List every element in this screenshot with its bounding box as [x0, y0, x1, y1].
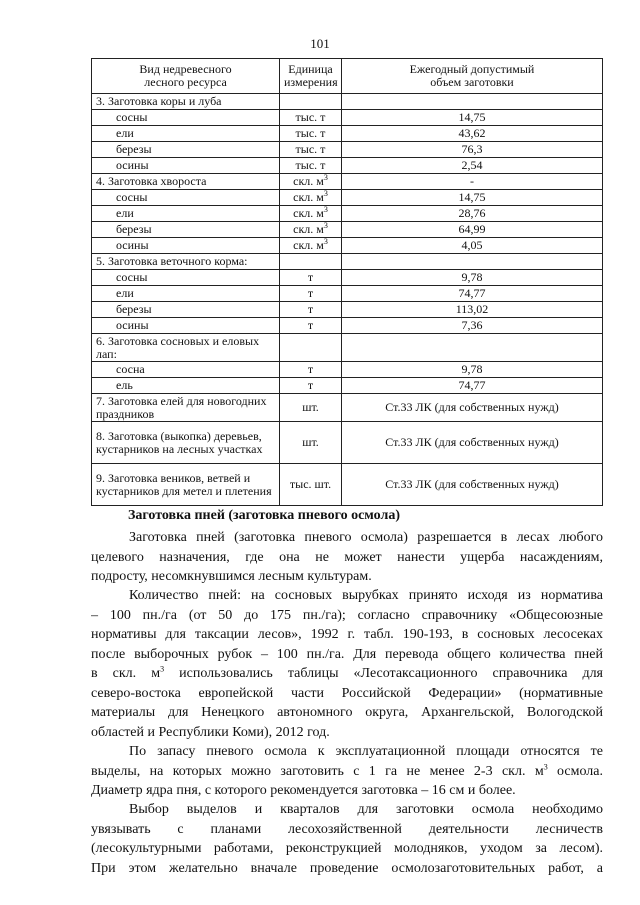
table-row — [92, 142, 603, 158]
text-line: – 100 пн./га (от 50 до 175 пн./га); согласно справочнику «Общесоюзные — [91, 607, 603, 623]
table-row — [92, 126, 603, 142]
text-line: выделы, на которых можно заготовить с 1 га не менее 2-3 скл. $м^3$ осмола. — [91, 761, 603, 779]
cell-unit: скл. $м^3$ — [280, 222, 342, 238]
header-unit: Единица измерения — [280, 59, 342, 94]
table-row — [92, 238, 603, 254]
cell-resource-name: 3. Заготовка коры и луба — [92, 94, 280, 110]
cell-annual-volume — [342, 334, 603, 362]
table-row — [92, 94, 603, 110]
paragraph-3 — [91, 742, 603, 801]
table-row — [92, 222, 603, 238]
cell-unit: скл. $м^3$ — [280, 174, 342, 190]
paragraph-1 — [91, 528, 603, 587]
table-row — [92, 394, 603, 422]
text-line: увязывать с планами лесохозяйственной деятельности лесничеств — [91, 821, 603, 837]
text-line: Количество пней: на сосновых вырубках принято исходя из норматива — [129, 588, 603, 603]
cell-resource-name: осины — [92, 158, 280, 174]
text-line: Заготовка пней (заготовка пневого осмола) разрешается в лесах любого — [129, 530, 603, 545]
cell-resource-name: 8. Заготовка (выкопка) деревьев, кустарников на лесных участках — [92, 422, 280, 464]
cell-unit: т — [280, 362, 342, 378]
cell-annual-volume: 28,76 — [342, 206, 603, 222]
cell-resource-name: осины — [92, 318, 280, 334]
text-line: При этом желательно вначале проведение осмолозаготовительных работ, а — [91, 860, 603, 876]
cell-resource-name: 5. Заготовка веточного корма: — [92, 254, 280, 270]
cell-annual-volume: Ст.33 ЛК (для собственных нужд) — [342, 464, 603, 506]
cell-resource-name: ель — [92, 378, 280, 394]
cell-annual-volume: 64,99 — [342, 222, 603, 238]
table-body — [92, 94, 603, 506]
cell-resource-name: 9. Заготовка веников, ветвей и кустарников для метел и плетения — [92, 464, 280, 506]
cell-unit: скл. $м^3$ — [280, 238, 342, 254]
table-row — [92, 286, 603, 302]
cell-annual-volume: 4,05 — [342, 238, 603, 254]
table-row — [92, 362, 603, 378]
cell-resource-name: 7. Заготовка елей для новогодних праздников — [92, 394, 280, 422]
cell-annual-volume: 14,75 — [342, 190, 603, 206]
cell-annual-volume: 74,77 — [342, 378, 603, 394]
header-annual-volume: Ежегодный допустимый объем заготовки — [342, 59, 603, 94]
paragraph-2 — [91, 586, 603, 742]
text-line: материалы для Ненецкого автономного округа, Архангельской, Вологодской — [91, 705, 603, 720]
cell-unit: т — [280, 286, 342, 302]
table-row — [92, 318, 603, 334]
resource-table — [91, 58, 603, 506]
cell-unit: т — [280, 270, 342, 286]
cell-unit — [280, 334, 342, 362]
cell-unit — [280, 94, 342, 110]
table-row — [92, 378, 603, 394]
table-row — [92, 158, 603, 174]
section-heading: Заготовка пней (заготовка пневого осмола) — [128, 508, 400, 523]
text-line: подросту, несомкнувшимся лесным культурам. — [91, 569, 372, 584]
cell-annual-volume: 76,3 — [342, 142, 603, 158]
text-line: (лесокультурными работами, реконструкцией молодняков, уходом за лесом). — [91, 841, 603, 856]
cell-unit: т — [280, 378, 342, 394]
cell-unit: тыс. т — [280, 158, 342, 174]
cell-unit: скл. $м^3$ — [280, 206, 342, 222]
header-resource-type: Вид недревесного лесного ресурса — [92, 59, 280, 94]
cell-unit — [280, 254, 342, 270]
cell-resource-name: сосны — [92, 270, 280, 286]
table-row — [92, 190, 603, 206]
cell-unit: шт. — [280, 394, 342, 422]
cell-annual-volume: Ст.33 ЛК (для собственных нужд) — [342, 422, 603, 464]
cell-annual-volume: 43,62 — [342, 126, 603, 142]
text-line: после выборочных рубок – 100 пн./га. Для перевода общего количества пней — [91, 646, 603, 662]
cell-annual-volume: 74,77 — [342, 286, 603, 302]
cell-resource-name: сосны — [92, 190, 280, 206]
cell-annual-volume — [342, 254, 603, 270]
cell-annual-volume: 2,54 — [342, 158, 603, 174]
text-line: Выбор выделов и кварталов для заготовки осмола необходимо — [129, 802, 603, 817]
cell-unit: тыс. т — [280, 142, 342, 158]
table-row — [92, 422, 603, 464]
table-row — [92, 270, 603, 286]
cell-annual-volume: - — [342, 174, 603, 190]
cell-annual-volume: 9,78 — [342, 362, 603, 378]
cell-unit: шт. — [280, 422, 342, 464]
cell-unit: тыс. т — [280, 126, 342, 142]
cell-annual-volume: 14,75 — [342, 110, 603, 126]
cell-unit: т — [280, 302, 342, 318]
cell-annual-volume: Ст.33 ЛК (для собственных нужд) — [342, 394, 603, 422]
cell-annual-volume: 7,36 — [342, 318, 603, 334]
cell-resource-name: ели — [92, 206, 280, 222]
table-row — [92, 254, 603, 270]
text-line: областей и Республики Коми), 2012 год. — [91, 724, 330, 740]
cell-annual-volume — [342, 94, 603, 110]
text-line: Диаметр ядра пня, с которого рекомендуется заготовка – 16 см и более. — [91, 783, 516, 798]
table-row — [92, 302, 603, 318]
text-line: северо-востока европейской части Российской Федерации» (нормативные — [91, 685, 603, 701]
cell-resource-name: сосны — [92, 110, 280, 126]
cell-annual-volume: 9,78 — [342, 270, 603, 286]
cell-annual-volume: 113,02 — [342, 302, 603, 318]
cell-resource-name: осины — [92, 238, 280, 254]
cell-resource-name: 6. Заготовка сосновых и еловых лап: — [92, 334, 280, 362]
table-row — [92, 110, 603, 126]
cell-resource-name: сосна — [92, 362, 280, 378]
cell-resource-name: ели — [92, 286, 280, 302]
cell-unit: т — [280, 318, 342, 334]
table-row — [92, 206, 603, 222]
cell-resource-name: березы — [92, 222, 280, 238]
text-line: целевого назначения, где она не может нанести ущерба насаждениям, — [91, 549, 603, 565]
cell-unit: тыс. шт. — [280, 464, 342, 506]
table-header-row — [92, 59, 603, 94]
cell-unit: скл. $м^3$ — [280, 190, 342, 206]
cell-resource-name: ели — [92, 126, 280, 142]
page-number: 101 — [310, 36, 330, 51]
table-row — [92, 334, 603, 362]
cell-resource-name: березы — [92, 302, 280, 318]
cell-resource-name: 4. Заготовка хвороста — [92, 174, 280, 190]
cell-resource-name: березы — [92, 142, 280, 158]
text-line: По запасу пневого осмола к эксплуатационной площади относятся те — [129, 744, 603, 759]
cell-unit: тыс. т — [280, 110, 342, 126]
table-row — [92, 464, 603, 506]
text-line: нормативы для таксации лесов», 1992 г. табл. 190-193, в сосновых лесосеках — [91, 627, 603, 642]
text-line: в скл. $м^3$ использовались таблицы «Лесотаксационного справочника для — [91, 664, 603, 681]
paragraph-4 — [91, 800, 603, 878]
table-row — [92, 174, 603, 190]
